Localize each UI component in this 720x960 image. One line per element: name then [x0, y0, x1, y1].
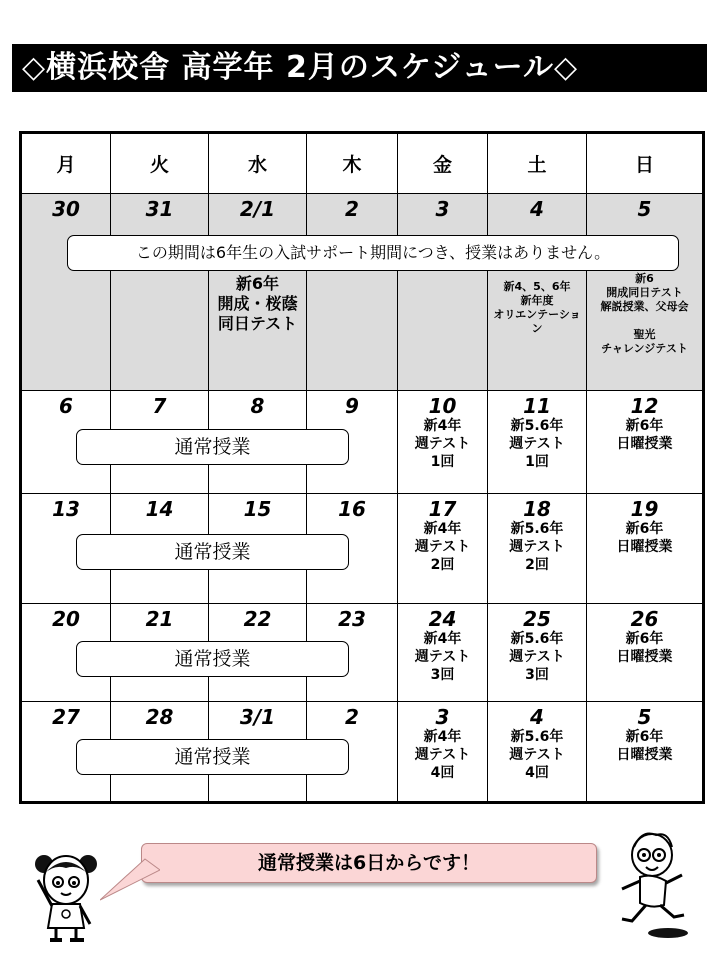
calendar-day-cell — [587, 391, 702, 494]
day-number: 6 — [59, 394, 73, 418]
day-event-note: 新5.6年 週テスト 4回 — [509, 729, 565, 781]
calendar-day-cell — [398, 604, 488, 702]
calendar-day-cell — [111, 194, 209, 391]
day-event-note: 新4年 週テスト 4回 — [414, 729, 471, 781]
calendar-day-cell — [398, 494, 488, 604]
calendar-day-cell — [488, 391, 587, 494]
calendar-day-cell — [488, 194, 587, 391]
callout-message: 通常授業は6日からです！ — [141, 843, 597, 883]
day-event-note: 新5.6年 週テスト 3回 — [509, 631, 565, 683]
day-number: 15 — [243, 497, 272, 521]
day-number: 18 — [523, 497, 551, 521]
day-event-note: 新4年 週テスト 2回 — [414, 521, 471, 573]
calendar-day-cell — [398, 391, 488, 494]
running-man-illustration-icon — [612, 825, 692, 940]
day-number: 14 — [145, 497, 174, 521]
day-number: 7 — [152, 394, 167, 418]
regular-class-label: 通常授業 — [76, 739, 349, 775]
day-number: 3/1 — [239, 705, 276, 729]
calendar-day-cell — [307, 194, 398, 391]
day-number: 31 — [145, 197, 174, 221]
day-number: 28 — [145, 705, 174, 729]
day-number: 13 — [52, 497, 80, 521]
day-number: 21 — [145, 607, 174, 631]
day-number: 17 — [428, 497, 457, 521]
weekday-header-sat: 土 — [488, 134, 587, 194]
day-number: 2 — [345, 197, 359, 221]
day-number: 4 — [530, 197, 544, 221]
day-number: 26 — [630, 607, 659, 631]
day-event-note: 新5.6年 週テスト 1回 — [509, 418, 565, 470]
day-number: 10 — [428, 394, 457, 418]
page-title: ◇横浜校舎 高学年 2月のスケジュール◇ — [12, 44, 707, 92]
day-event-note: 新6年 日曜授業 — [616, 418, 673, 452]
day-event-note: 新6 開成同日テスト 解説授業、父母会 聖光 チャレンジテスト — [600, 272, 689, 355]
day-number: 4 — [530, 705, 544, 729]
day-event-note: 新4、5、6年 新年度 オリエンテーション — [493, 280, 581, 335]
exam-support-banner: この期間は6年生の入試サポート期間につき、授業はありません。 — [67, 235, 679, 271]
calendar-day-cell — [22, 194, 111, 391]
day-number: 9 — [345, 394, 359, 418]
day-number: 11 — [523, 394, 551, 418]
regular-class-label: 通常授業 — [76, 534, 349, 570]
weekday-header-wed: 水 — [209, 134, 307, 194]
day-number: 22 — [243, 607, 272, 631]
day-event-note: 新4年 週テスト 1回 — [414, 418, 471, 470]
weekday-header-sun: 日 — [587, 134, 702, 194]
day-number: 3 — [435, 705, 450, 729]
calendar-day-cell — [587, 194, 702, 391]
schedule-calendar — [19, 131, 705, 804]
calendar-day-cell — [209, 194, 307, 391]
calendar-day-cell — [587, 494, 702, 604]
weekday-header-thu: 木 — [307, 134, 398, 194]
regular-class-label: 通常授業 — [76, 429, 349, 465]
calendar-day-cell — [488, 702, 587, 801]
day-event-note: 新6年 開成・桜蔭 同日テスト — [217, 274, 298, 333]
weekday-header-fri: 金 — [398, 134, 488, 194]
calendar-day-cell — [398, 702, 488, 801]
calendar-day-cell — [488, 494, 587, 604]
girl-illustration-icon — [30, 840, 102, 945]
calendar-day-cell — [398, 194, 488, 391]
day-event-note: 新6年 日曜授業 — [616, 521, 673, 555]
regular-class-label: 通常授業 — [76, 641, 349, 677]
day-number: 2 — [345, 705, 359, 729]
day-event-note: 新6年 日曜授業 — [616, 729, 673, 763]
day-number: 5 — [637, 197, 652, 221]
day-number: 27 — [52, 705, 80, 729]
day-number: 12 — [630, 394, 659, 418]
day-number: 5 — [637, 705, 652, 729]
calendar-day-cell — [587, 604, 702, 702]
day-event-note: 新4年 週テスト 3回 — [414, 631, 471, 683]
weekday-header-tue: 火 — [111, 134, 209, 194]
day-event-note: 新6年 日曜授業 — [616, 631, 673, 665]
day-event-note: 新5.6年 週テスト 2回 — [509, 521, 565, 573]
day-number: 2/1 — [239, 197, 276, 221]
day-number: 19 — [630, 497, 659, 521]
day-number: 25 — [523, 607, 551, 631]
day-number: 23 — [338, 607, 366, 631]
day-number: 8 — [250, 394, 265, 418]
day-number: 16 — [338, 497, 366, 521]
day-number: 3 — [435, 197, 450, 221]
calendar-day-cell — [488, 604, 587, 702]
day-number: 30 — [52, 197, 80, 221]
day-number: 20 — [52, 607, 80, 631]
day-number: 24 — [428, 607, 457, 631]
speech-tail-icon — [100, 858, 160, 908]
weekday-header-mon: 月 — [22, 134, 111, 194]
calendar-day-cell — [587, 702, 702, 801]
